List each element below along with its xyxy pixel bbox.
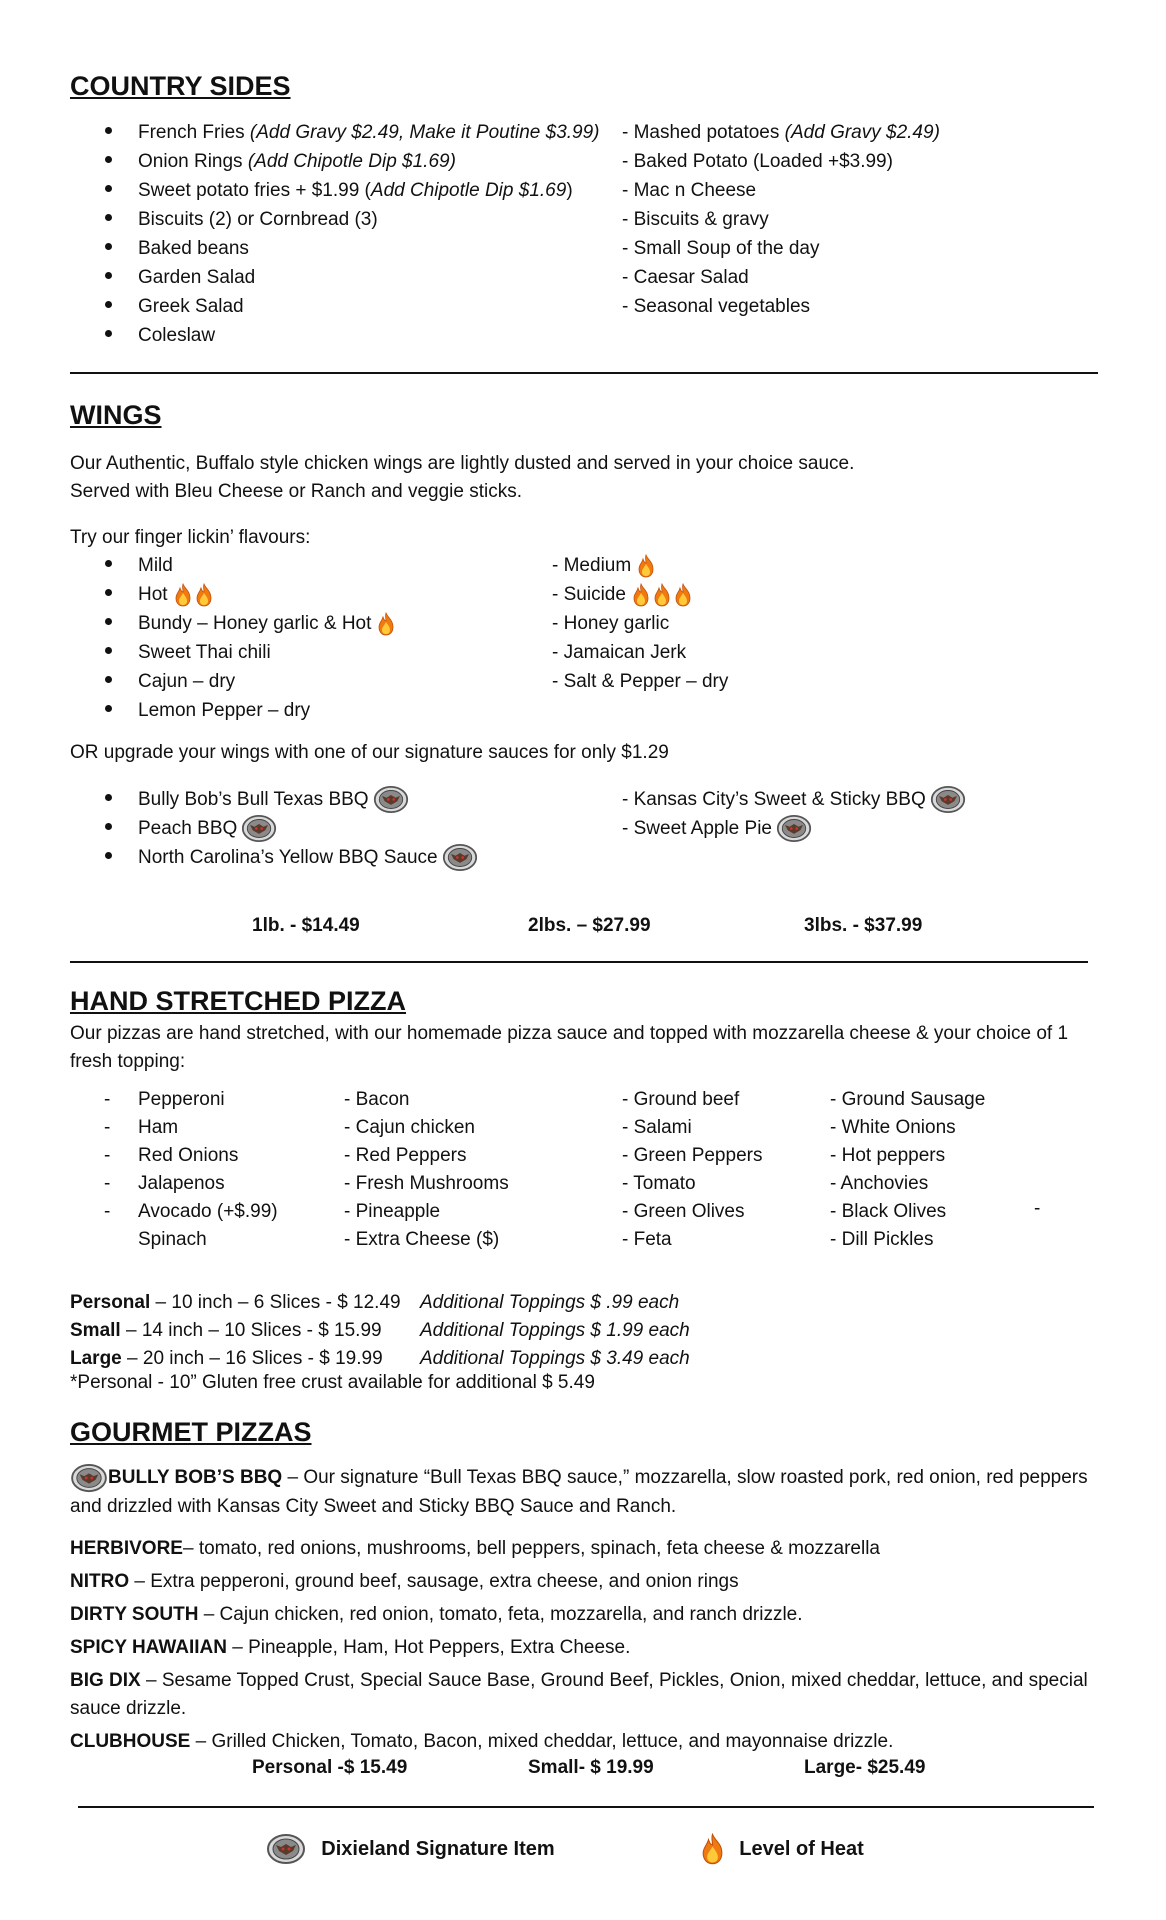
gourmet-item-name: CLUBHOUSE [70, 1731, 191, 1752]
side-item [622, 263, 749, 292]
pizza-size-extra: Additional Toppings $ 1.99 each [420, 1320, 690, 1341]
bull-badge-icon [262, 1838, 306, 1859]
gourmet-item [70, 1601, 1110, 1629]
divider [78, 1806, 1094, 1808]
topping-item: Pepperoni [138, 1089, 225, 1110]
pizza-size-detail: – 14 inch – 10 Slices - $ 15.99 [120, 1320, 382, 1341]
topping-item: - Hot peppers [830, 1145, 946, 1166]
gourmet-item-name: BIG DIX [70, 1670, 141, 1691]
wings-served-with: Served with Bleu Cheese or Ranch and veggie sticks. [70, 481, 523, 502]
wing-flavour-name: - Honey garlic [552, 613, 670, 634]
topping-dash: - [104, 1089, 111, 1110]
side-item [138, 205, 378, 234]
wing-flavour [138, 638, 271, 667]
heat-level [635, 555, 656, 576]
wing-flavour [552, 667, 728, 696]
side-item-name: - Mashed potatoes [622, 122, 785, 143]
wings-try-flavours: Try our finger lickin’ flavours: [70, 527, 311, 548]
signature-sauce-name: - Sweet Apple Pie [622, 818, 772, 839]
bull-badge-icon [438, 847, 478, 868]
gourmet-item [70, 1634, 1110, 1662]
gourmet-item [70, 1535, 1110, 1563]
gourmet-item [70, 1568, 1110, 1596]
gourmet-item [70, 1463, 1110, 1521]
gourmet-item-name: NITRO [70, 1571, 130, 1592]
gourmet-price-large: Large- $25.49 [804, 1757, 926, 1778]
signature-sauce [622, 785, 966, 814]
wing-flavour-name: Bundy – Honey garlic & Hot [138, 613, 372, 634]
legend-heat-label: Level of Heat [739, 1837, 864, 1860]
topping-item: - White Onions [830, 1117, 956, 1138]
gourmet-price-small: Small- $ 19.99 [528, 1757, 654, 1778]
gourmet-item-desc: – Grilled Chicken, Tomato, Bacon, mixed cheddar, lettuce, and mayonnaise drizzle. [190, 1731, 894, 1752]
side-item-name: Coleslaw [138, 325, 216, 346]
flame-icon [635, 555, 656, 576]
wing-flavour-name: Mild [138, 555, 173, 576]
flame-icon [172, 584, 193, 605]
signature-sauce-name: Bully Bob’s Bull Texas BBQ [138, 789, 369, 810]
side-item-tail: ) [566, 180, 573, 201]
gourmet-item-name: HERBIVORE [70, 1538, 183, 1559]
wing-flavour-name: Lemon Pepper – dry [138, 700, 311, 721]
side-item [622, 205, 769, 234]
wings-price-3lbs: 3lbs. - $37.99 [804, 915, 923, 936]
wings-description: Our Authentic, Buffalo style chicken wings are lightly dusted and served in your choice sauce. [70, 453, 855, 474]
stray-dash: - [1034, 1198, 1041, 1219]
side-item-note: (Add Gravy $2.49, Make it Poutine $3.99) [249, 122, 600, 143]
signature-sauce-name: - Kansas City’s Sweet & Sticky BBQ [622, 789, 926, 810]
wing-flavour-name: - Medium [552, 555, 632, 576]
gluten-free-note: *Personal - 10” Gluten free crust available for additional $ 5.49 [70, 1372, 595, 1393]
legend-signature [262, 1833, 555, 1865]
topping-item: - Tomato [622, 1173, 696, 1194]
signature-sauce-name: Peach BBQ [138, 818, 238, 839]
side-item-name: - Baked Potato (Loaded +$3.99) [622, 151, 893, 172]
wings-heading: WINGS [70, 400, 162, 430]
wings-price-1lb: 1lb. - $14.49 [252, 915, 360, 936]
bull-badge-icon [369, 789, 409, 810]
topping-item: - Feta [622, 1229, 672, 1250]
flame-icon [651, 584, 672, 605]
pizza-size-detail: – 20 inch – 16 Slices - $ 19.99 [121, 1348, 383, 1369]
side-item-name: Baked beans [138, 238, 249, 259]
side-item-name: - Mac n Cheese [622, 180, 757, 201]
side-item-name: French Fries [138, 122, 250, 143]
side-item [138, 147, 456, 176]
gourmet-heading: GOURMET PIZZAS [70, 1417, 312, 1447]
wing-flavour [552, 638, 686, 667]
topping-item: - Extra Cheese ($) [344, 1229, 500, 1250]
topping-item: - Fresh Mushrooms [344, 1173, 509, 1194]
wing-flavour [138, 667, 235, 696]
flame-icon [630, 584, 651, 605]
topping-item: - Salami [622, 1117, 692, 1138]
side-item-note: (Add Chipotle Dip $1.69) [247, 151, 456, 172]
wing-flavour-name: Cajun – dry [138, 671, 236, 692]
divider [70, 961, 1088, 963]
bull-badge-icon [772, 818, 812, 839]
side-item [622, 118, 940, 147]
side-item-name: - Caesar Salad [622, 267, 749, 288]
side-item [138, 234, 249, 263]
gourmet-item-desc: – Sesame Topped Crust, Special Sauce Base, Ground Beef, Pickles, Onion, mixed cheddar, lettuce, and special sauce drizzle. [70, 1670, 1088, 1719]
topping-item: - Ground Sausage [830, 1089, 986, 1110]
gourmet-price-personal: Personal -$ 15.49 [252, 1757, 408, 1778]
signature-sauce [622, 814, 812, 843]
pizza-heading: HAND STRETCHED PIZZA [70, 986, 406, 1016]
side-item-name: Garden Salad [138, 267, 256, 288]
gourmet-item-desc: – Our signature “Bull Texas BBQ sauce,” mozzarella, slow roasted pork, red onion, red peppers and drizzled with Kansas City Sweet and Sticky BBQ Sauce and Ranch. [70, 1467, 1088, 1517]
pizza-size [70, 1344, 383, 1373]
side-item [138, 292, 244, 321]
wings-price-2lbs: 2lbs. – $27.99 [528, 915, 651, 936]
country-sides-heading: COUNTRY SIDES [70, 71, 291, 101]
side-item [138, 118, 600, 147]
topping-dash: - [104, 1173, 111, 1194]
side-item-name: Biscuits (2) or Cornbread (3) [138, 209, 378, 230]
gourmet-item [70, 1667, 1110, 1723]
topping-item: Ham [138, 1117, 179, 1138]
topping-item: - Cajun chicken [344, 1117, 475, 1138]
topping-item: Avocado (+$.99) [138, 1201, 278, 1222]
topping-item: - Black Olives [830, 1201, 947, 1222]
gourmet-item-desc: – Cajun chicken, red onion, tomato, feta, mozzarella, and ranch drizzle. [198, 1604, 803, 1625]
pizza-size-name: Personal [70, 1292, 151, 1313]
flame-icon [193, 584, 214, 605]
gourmet-item [70, 1728, 1110, 1756]
side-item [622, 176, 756, 205]
heat-level [630, 584, 693, 605]
signature-sauce-name: North Carolina’s Yellow BBQ Sauce [138, 847, 438, 868]
legend-signature-label: Dixieland Signature Item [321, 1837, 555, 1860]
wing-flavour [138, 551, 173, 580]
topping-item: - Red Peppers [344, 1145, 467, 1166]
flame-icon [698, 1838, 726, 1859]
wing-flavour [138, 609, 396, 638]
gourmet-item-desc: – Pineapple, Ham, Hot Peppers, Extra Cheese. [226, 1637, 631, 1658]
topping-item: - Ground beef [622, 1089, 740, 1110]
wing-flavour [552, 609, 669, 638]
side-item-name: - Seasonal vegetables [622, 296, 811, 317]
wing-flavour [552, 580, 693, 609]
wing-flavour-name: Hot [138, 584, 168, 605]
pizza-size-name: Small [70, 1320, 121, 1341]
topping-dash: - [104, 1117, 111, 1138]
topping-item: Red Onions [138, 1145, 239, 1166]
topping-item: - Bacon [344, 1089, 410, 1110]
gourmet-item-desc: – tomato, red onions, mushrooms, bell peppers, spinach, feta cheese & mozzarella [182, 1538, 881, 1559]
bull-badge-icon [66, 1467, 108, 1488]
pizza-description: Our pizzas are hand stretched, with our homemade pizza sauce and topped with mozzarella cheese & your choice of 1 fresh topping: [70, 1023, 1069, 1072]
gourmet-item-desc: – Extra pepperoni, ground beef, sausage, extra cheese, and onion rings [129, 1571, 739, 1592]
side-item-note: (Add Gravy $2.49) [784, 122, 940, 143]
wing-flavour [138, 696, 310, 725]
wings-upgrade: OR upgrade your wings with one of our signature sauces for only $1.29 [70, 742, 669, 763]
side-item-name: Sweet potato fries + $1.99 ( [138, 180, 371, 201]
side-item [138, 263, 255, 292]
bull-badge-icon [926, 789, 966, 810]
flame-icon [672, 584, 693, 605]
side-item-name: Onion Rings [138, 151, 248, 172]
topping-item: Spinach [138, 1229, 207, 1250]
side-item-name: - Small Soup of the day [622, 238, 820, 259]
side-item [622, 234, 820, 263]
legend-heat [698, 1833, 864, 1865]
divider [70, 372, 1098, 374]
pizza-size [70, 1288, 401, 1317]
signature-sauce [138, 814, 277, 843]
signature-sauce [138, 785, 409, 814]
topping-item: - Dill Pickles [830, 1229, 934, 1250]
flame-icon [375, 613, 396, 634]
heat-level [375, 613, 396, 634]
topping-item: Jalapenos [138, 1173, 225, 1194]
topping-dash: - [104, 1201, 111, 1222]
topping-item: - Green Peppers [622, 1145, 763, 1166]
topping-item: - Green Olives [622, 1201, 745, 1222]
topping-dash: - [104, 1145, 111, 1166]
side-item [622, 147, 893, 176]
pizza-size-extra: Additional Toppings $ 3.49 each [420, 1348, 690, 1369]
topping-item: - Pineapple [344, 1201, 441, 1222]
wing-flavour-name: Sweet Thai chili [138, 642, 271, 663]
wing-flavour-name: - Jamaican Jerk [552, 642, 687, 663]
side-item-name: - Biscuits & gravy [622, 209, 769, 230]
pizza-size-detail: – 10 inch – 6 Slices - $ 12.49 [150, 1292, 401, 1313]
gourmet-item-name: BULLY BOB’S BBQ [108, 1467, 283, 1489]
pizza-size-name: Large [70, 1348, 122, 1369]
gourmet-item-name: SPICY HAWAIIAN [70, 1637, 227, 1658]
side-item [622, 292, 810, 321]
side-item-name: Greek Salad [138, 296, 244, 317]
side-item [138, 176, 573, 205]
wing-flavour-name: - Salt & Pepper – dry [552, 671, 729, 692]
gourmet-item-name: DIRTY SOUTH [70, 1604, 199, 1625]
topping-item: - Anchovies [830, 1173, 929, 1194]
side-item [138, 321, 215, 350]
wing-flavour [138, 580, 214, 609]
signature-sauce [138, 843, 478, 872]
pizza-size-extra: Additional Toppings $ .99 each [420, 1292, 680, 1313]
pizza-size [70, 1316, 382, 1345]
side-item-note: Add Chipotle Dip $1.69 [370, 180, 567, 201]
bull-badge-icon [237, 818, 277, 839]
wing-flavour [552, 551, 656, 580]
heat-level [172, 584, 214, 605]
wing-flavour-name: - Suicide [552, 584, 626, 605]
